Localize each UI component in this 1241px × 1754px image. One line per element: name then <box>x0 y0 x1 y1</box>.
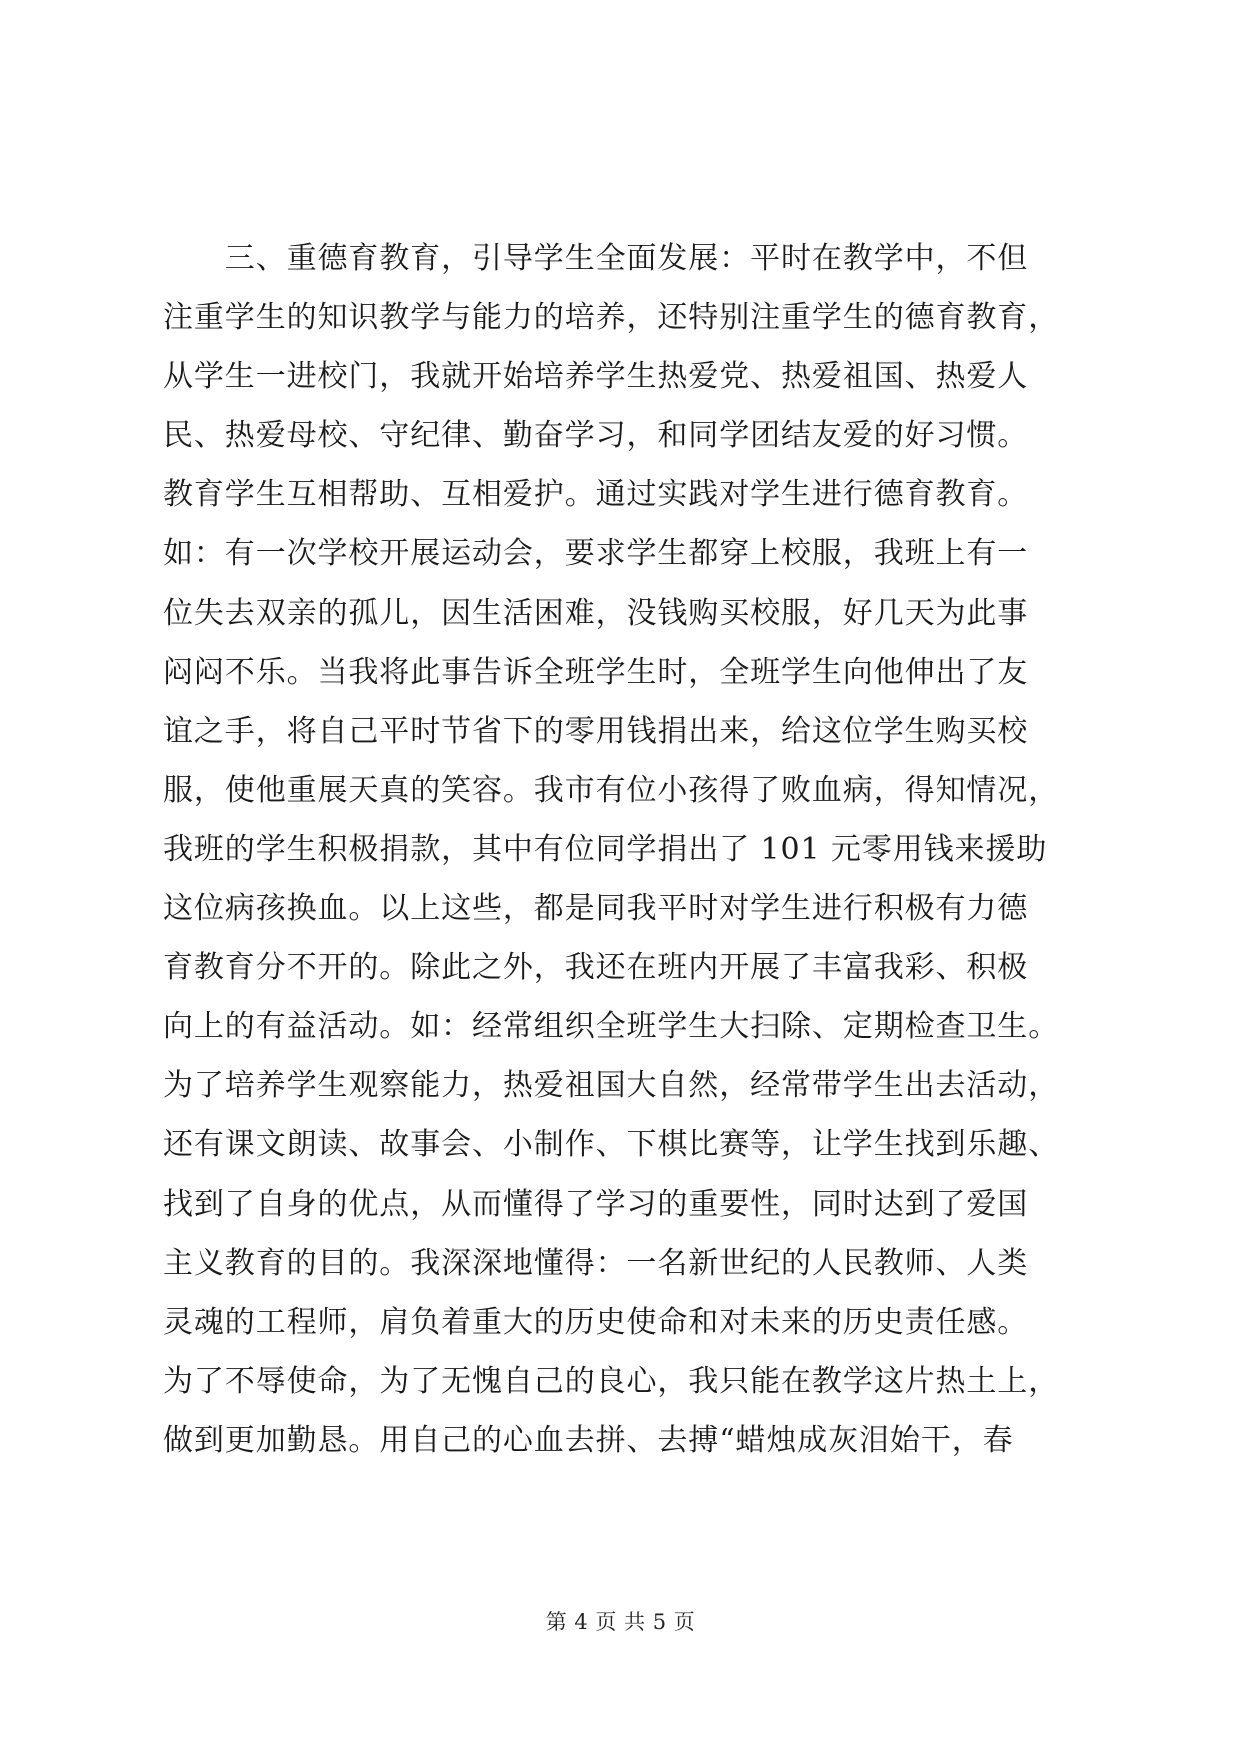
text-line: 找到了自身的优点，从而懂得了学习的重要性，同时达到了爱国 <box>163 1186 1029 1222</box>
text-line: 为了不辱使命，为了无愧自己的良心，我只能在教学这片热土上， <box>163 1363 1060 1399</box>
text-line: 这位病孩换血。以上这些，都是同我平时对学生进行积极有力德 <box>163 891 1029 927</box>
text-line: 从学生一进校门，我就开始培养学生热爱党、热爱祖国、热爱人 <box>163 359 1029 395</box>
text-line: 位失去双亲的孤儿，因生活困难，没钱购买校服，好几天为此事 <box>163 595 1029 631</box>
text-line: 如：有一次学校开展运动会，要求学生都穿上校服，我班上有一 <box>163 536 1029 572</box>
text-line: 三、重德育教育，引导学生全面发展：平时在教学中，不但 <box>163 241 1029 276</box>
body-paragraph <box>163 229 1103 1470</box>
text-line: 闷闷不乐。当我将此事告诉全班学生时，全班学生向他伸出了友 <box>163 654 1029 690</box>
text-line: 教育学生互相帮助、互相爱护。通过实践对学生进行德育教育。 <box>163 477 1029 513</box>
text-line: 向上的有益活动。如：经常组织全班学生大扫除、定期检查卫生。 <box>163 1009 1060 1045</box>
text-line: 民、热爱母校、守纪律、勤奋学习，和同学团结友爱的好习惯。 <box>163 418 1029 454</box>
text-line: 为了培养学生观察能力，热爱祖国大自然，经常带学生出去活动， <box>163 1068 1060 1104</box>
text-line: 还有课文朗读、故事会、小制作、下棋比赛等，让学生找到乐趣、 <box>163 1127 1060 1163</box>
text-line: 做到更加勤恳。用自己的心血去拼、去搏“蜡烛成灰泪始干，春 <box>163 1422 1014 1458</box>
text-line: 谊之手，将自己平时节省下的零用钱捐出来，给这位学生购买校 <box>163 713 1029 749</box>
text-line: 我班的学生积极捐款，其中有位同学捐出了 101 元零用钱来援助 <box>163 831 1048 867</box>
text-line: 育教育分不开的。除此之外，我还在班内开展了丰富我彩、积极 <box>163 950 1029 986</box>
page-number-footer: 第 4 页 共 5 页 <box>545 1610 696 1634</box>
text-line: 注重学生的知识教学与能力的培养，还特别注重学生的德育教育， <box>163 300 1060 336</box>
text-line: 主义教育的目的。我深深地懂得：一名新世纪的人民教师、人类 <box>163 1245 1029 1281</box>
text-line: 服，使他重展天真的笑容。我市有位小孩得了败血病，得知情况， <box>163 772 1060 808</box>
text-line: 灵魂的工程师，肩负着重大的历史使命和对未来的历史责任感。 <box>163 1304 1029 1340</box>
